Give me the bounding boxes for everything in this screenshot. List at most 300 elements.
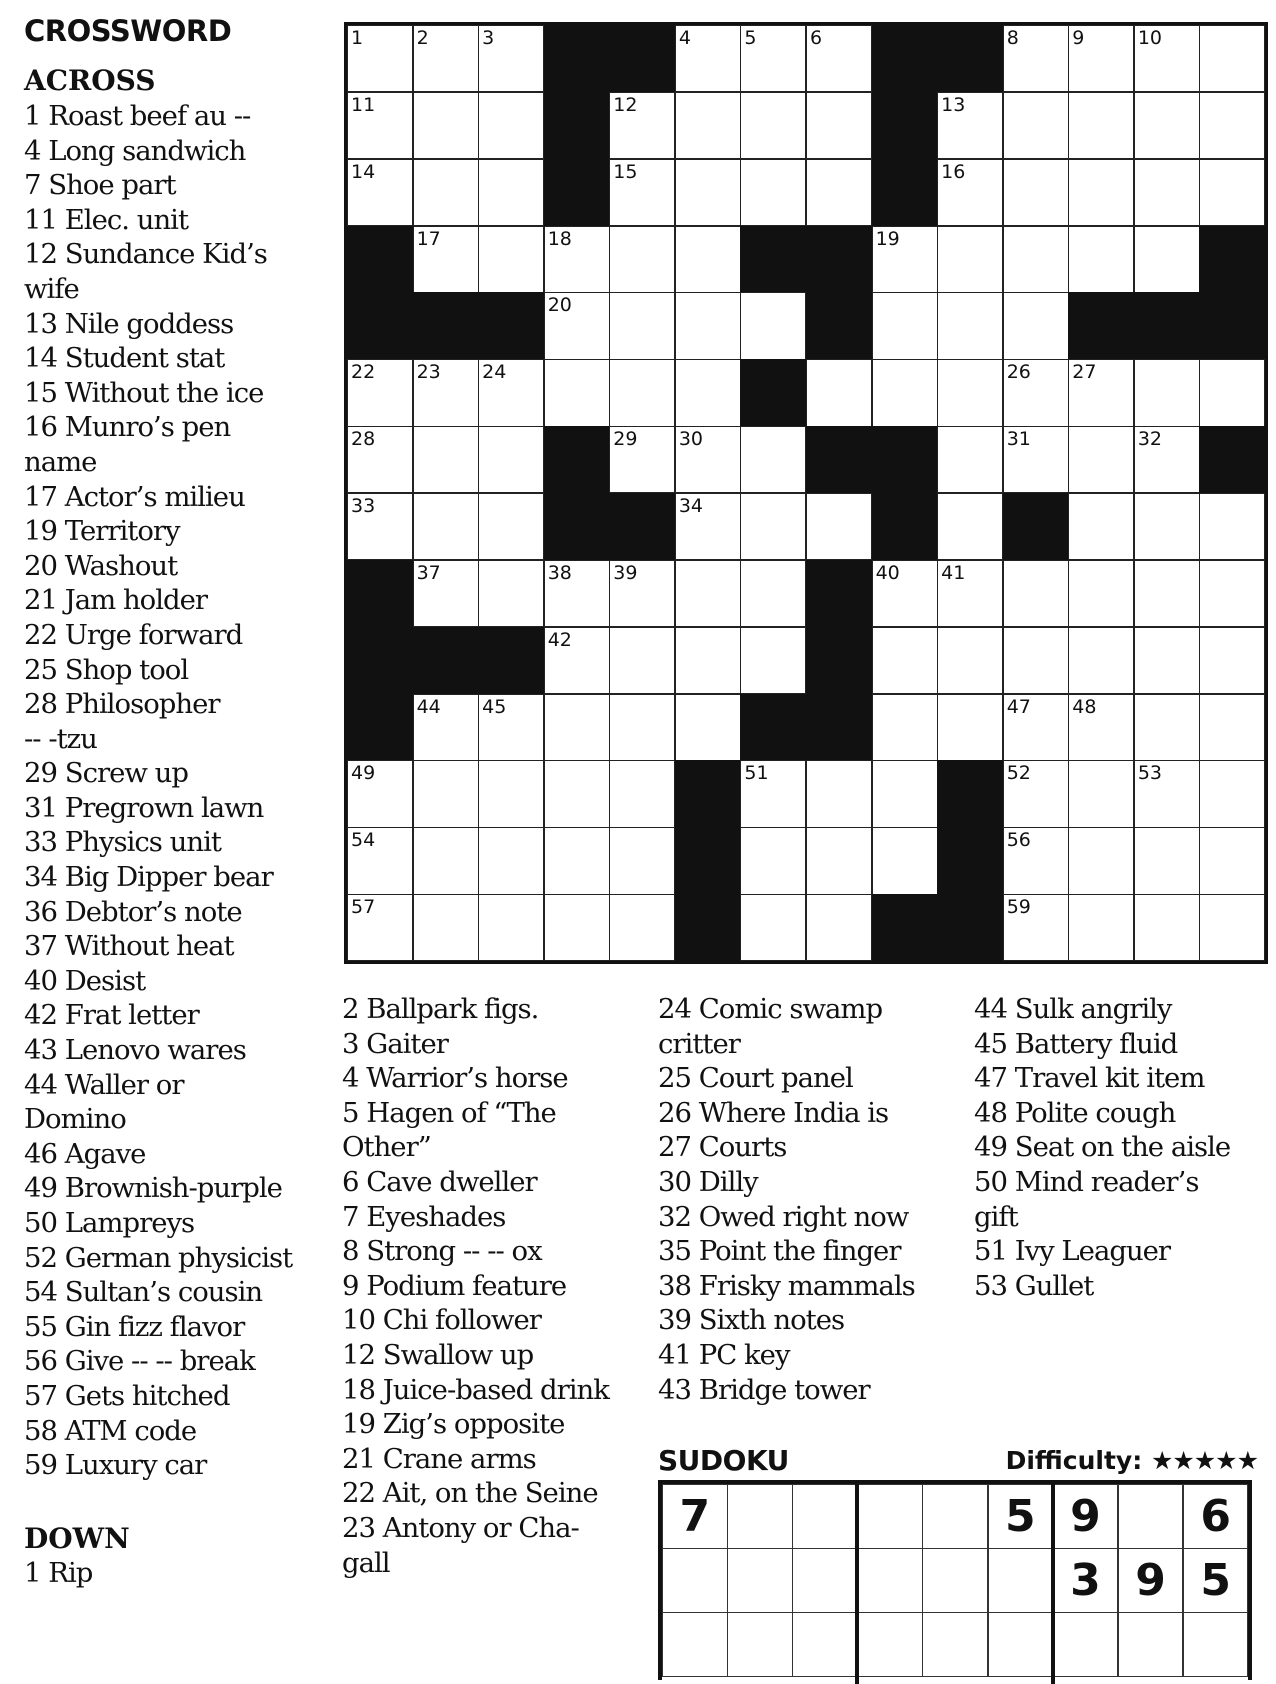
crossword-cell[interactable] — [675, 25, 741, 92]
crossword-cell[interactable] — [609, 627, 675, 694]
black-square — [740, 694, 806, 761]
crossword-cell[interactable] — [740, 627, 806, 694]
crossword-cell[interactable] — [740, 894, 806, 961]
crossword-cell[interactable] — [1134, 426, 1200, 493]
crossword-cell[interactable] — [1199, 359, 1265, 426]
crossword-cell[interactable] — [872, 760, 938, 827]
crossword-cell[interactable] — [937, 92, 1003, 159]
black-square — [1199, 226, 1265, 293]
black-square — [347, 694, 413, 761]
crossword-cell[interactable] — [478, 694, 544, 761]
clue-line: 4 Warrior’s horse — [342, 1062, 568, 1095]
crossword-cell[interactable] — [1134, 92, 1200, 159]
black-square — [1134, 292, 1200, 359]
crossword-cell[interactable] — [1003, 92, 1069, 159]
crossword-cell[interactable] — [413, 694, 479, 761]
crossword-cell[interactable] — [1134, 894, 1200, 961]
crossword-cell[interactable] — [872, 560, 938, 627]
clue-line: 36 Debtor’s note — [24, 895, 242, 928]
clue-line: Other” — [342, 1131, 431, 1164]
clue-line: 40 Desist — [24, 964, 146, 997]
crossword-cell[interactable] — [1068, 894, 1134, 961]
black-square — [347, 627, 413, 694]
clue-line: 43 Bridge tower — [658, 1373, 870, 1406]
crossword-cell[interactable] — [347, 493, 413, 560]
clue-line: 8 Strong -- -- ox — [342, 1235, 542, 1268]
black-square — [740, 359, 806, 426]
black-square — [609, 493, 675, 560]
crossword-cell[interactable] — [478, 92, 544, 159]
crossword-cell[interactable] — [740, 827, 806, 894]
black-square — [937, 827, 1003, 894]
clue-number: 23 — [416, 361, 441, 384]
crossword-cell[interactable] — [1003, 894, 1069, 961]
crossword-cell[interactable] — [1199, 493, 1265, 560]
crossword-cell[interactable] — [1199, 25, 1265, 92]
crossword-cell[interactable] — [478, 25, 544, 92]
crossword-cell[interactable] — [413, 760, 479, 827]
black-square — [544, 25, 610, 92]
crossword-cell[interactable] — [1199, 92, 1265, 159]
crossword-cell[interactable] — [1134, 827, 1200, 894]
difficulty-stars-icon: ★★★★★ — [1150, 1446, 1258, 1475]
crossword-cell[interactable] — [675, 359, 741, 426]
crossword-cell[interactable] — [413, 226, 479, 293]
crossword-cell[interactable] — [478, 226, 544, 293]
crossword-cell[interactable] — [413, 493, 479, 560]
crossword-cell[interactable] — [872, 627, 938, 694]
crossword-cell[interactable] — [806, 760, 872, 827]
crossword-cell[interactable] — [872, 694, 938, 761]
crossword-cell[interactable] — [675, 627, 741, 694]
black-square — [609, 25, 675, 92]
clue-line: 19 Territory — [24, 515, 180, 548]
crossword-cell[interactable] — [609, 827, 675, 894]
clue-line: 21 Jam holder — [24, 584, 208, 617]
crossword-cell[interactable] — [609, 92, 675, 159]
clue-line: Domino — [24, 1103, 126, 1136]
clue-number: 19 — [875, 227, 900, 250]
clue-number: 17 — [416, 227, 441, 250]
crossword-cell[interactable] — [609, 159, 675, 226]
clue-line: -- -tzu — [24, 722, 97, 755]
crossword-cell[interactable] — [675, 92, 741, 159]
clue-line: 18 Juice-based drink — [342, 1373, 609, 1406]
across-heading: ACROSS — [24, 64, 156, 97]
crossword-cell[interactable] — [937, 292, 1003, 359]
crossword-cell[interactable] — [1003, 159, 1069, 226]
crossword-cell[interactable] — [478, 493, 544, 560]
black-square — [675, 760, 741, 827]
clue-line: 43 Lenovo wares — [24, 1034, 246, 1067]
crossword-cell[interactable] — [1003, 760, 1069, 827]
clue-number: 1 — [351, 27, 364, 49]
sudoku-cell[interactable] — [988, 1548, 1054, 1613]
clue-number: 32 — [1137, 428, 1163, 451]
crossword-cell[interactable] — [806, 159, 872, 226]
down-heading: DOWN — [24, 1522, 130, 1555]
clue-line: 57 Gets hitched — [24, 1379, 230, 1412]
crossword-cell[interactable] — [1003, 292, 1069, 359]
crossword-cell[interactable] — [413, 560, 479, 627]
crossword-cell[interactable] — [1068, 226, 1134, 293]
sudoku-cell[interactable] — [662, 1548, 728, 1613]
sudoku-cell[interactable] — [1053, 1612, 1119, 1677]
crossword-cell[interactable] — [937, 426, 1003, 493]
clue-number: 28 — [351, 428, 376, 451]
crossword-cell[interactable] — [544, 359, 610, 426]
crossword-cell[interactable] — [1134, 359, 1200, 426]
crossword-cell[interactable] — [609, 292, 675, 359]
sudoku-cell[interactable] — [922, 1484, 988, 1549]
clue-number: 33 — [351, 495, 376, 517]
clue-number: 44 — [416, 695, 441, 718]
crossword-cell[interactable] — [872, 226, 938, 293]
sudoku-cell[interactable] — [922, 1548, 988, 1613]
crossword-cell[interactable] — [1134, 694, 1200, 761]
black-square — [413, 292, 479, 359]
crossword-cell[interactable] — [1003, 827, 1069, 894]
black-square — [806, 560, 872, 627]
black-square — [937, 894, 1003, 961]
clue-line: 12 Swallow up — [342, 1338, 534, 1371]
black-square — [806, 627, 872, 694]
crossword-cell[interactable] — [544, 226, 610, 293]
crossword-cell[interactable] — [1003, 426, 1069, 493]
crossword-cell[interactable] — [937, 560, 1003, 627]
clue-line: 30 Dilly — [658, 1165, 758, 1198]
clue-number: 26 — [1006, 361, 1031, 384]
sudoku-cell[interactable] — [1118, 1612, 1184, 1677]
crossword-cell[interactable] — [740, 292, 806, 359]
down-clue-list-2 — [342, 992, 609, 1580]
crossword-cell[interactable] — [413, 25, 479, 92]
sudoku-cell[interactable] — [792, 1484, 858, 1549]
crossword-cell[interactable] — [609, 760, 675, 827]
crossword-cell[interactable] — [740, 159, 806, 226]
black-square — [347, 560, 413, 627]
crossword-title: CROSSWORD — [24, 14, 232, 48]
sudoku-title: SUDOKU — [658, 1444, 789, 1477]
crossword-cell[interactable] — [1199, 760, 1265, 827]
sudoku-cell[interactable] — [857, 1548, 923, 1613]
sudoku-cell[interactable]: 5 — [1183, 1548, 1249, 1613]
clue-line: 1 Roast beef au -- — [24, 100, 251, 132]
crossword-cell[interactable] — [413, 359, 479, 426]
crossword-cell[interactable] — [413, 827, 479, 894]
crossword-cell[interactable] — [1134, 25, 1200, 92]
black-square — [478, 292, 544, 359]
crossword-cell[interactable] — [806, 25, 872, 92]
black-square — [872, 426, 938, 493]
sudoku-cell[interactable]: 5 — [988, 1484, 1054, 1549]
crossword-cell[interactable] — [937, 159, 1003, 226]
clue-line: 29 Screw up — [24, 757, 188, 790]
crossword-cell[interactable] — [1068, 827, 1134, 894]
clue-line: 15 Without the ice — [24, 376, 264, 409]
black-square — [675, 827, 741, 894]
clue-number: 27 — [1072, 361, 1097, 384]
crossword-cell[interactable] — [609, 226, 675, 293]
crossword-cell[interactable] — [872, 292, 938, 359]
crossword-cell[interactable] — [740, 25, 806, 92]
across-clue-list — [24, 99, 324, 1483]
crossword-cell[interactable] — [544, 627, 610, 694]
clue-line: 9 Podium feature — [342, 1269, 567, 1302]
clue-line: 22 Ait, on the Seine — [342, 1477, 598, 1510]
down-clue-list-4 — [974, 992, 1230, 1303]
black-square — [413, 627, 479, 694]
crossword-cell[interactable] — [478, 827, 544, 894]
crossword-cell[interactable] — [806, 894, 872, 961]
crossword-cell[interactable] — [872, 827, 938, 894]
crossword-cell[interactable] — [478, 894, 544, 961]
crossword-cell[interactable] — [872, 359, 938, 426]
clue-number: 16 — [941, 160, 966, 183]
crossword-cell[interactable] — [478, 426, 544, 493]
clue-line: 46 Agave — [24, 1137, 146, 1170]
crossword-cell[interactable] — [1003, 560, 1069, 627]
clue-line: name — [24, 445, 97, 478]
crossword-cell[interactable] — [347, 159, 413, 226]
crossword-cell[interactable] — [675, 226, 741, 293]
clue-line: 54 Sultan’s cousin — [24, 1276, 263, 1309]
clue-number: 22 — [351, 361, 376, 384]
crossword-cell[interactable] — [609, 560, 675, 627]
clue-number: 11 — [351, 93, 376, 116]
crossword-cell[interactable] — [675, 493, 741, 560]
sudoku-cell[interactable]: 9 — [1053, 1484, 1119, 1549]
clue-number: 31 — [1006, 428, 1031, 451]
crossword-cell[interactable] — [1199, 827, 1265, 894]
crossword-cell[interactable] — [1068, 560, 1134, 627]
crossword-cell[interactable] — [1134, 493, 1200, 560]
clue-line: 24 Comic swamp — [658, 993, 883, 1025]
clue-line: 7 Eyeshades — [342, 1200, 506, 1233]
crossword-cell[interactable] — [1134, 760, 1200, 827]
crossword-cell[interactable] — [1068, 359, 1134, 426]
clue-line: critter — [658, 1027, 740, 1060]
crossword-cell[interactable] — [544, 827, 610, 894]
clue-number: 12 — [613, 93, 638, 116]
clue-line: 44 Waller or — [24, 1068, 184, 1101]
clue-number: 49 — [351, 762, 376, 785]
clue-line: 55 Gin fizz flavor — [24, 1310, 245, 1343]
crossword-cell[interactable] — [478, 560, 544, 627]
clue-line: 7 Shoe part — [24, 169, 176, 202]
crossword-cell[interactable] — [1068, 493, 1134, 560]
black-square — [1003, 493, 1069, 560]
crossword-cell[interactable] — [675, 426, 741, 493]
crossword-cell[interactable] — [1068, 25, 1134, 92]
sudoku-cell[interactable] — [792, 1612, 858, 1677]
crossword-cell[interactable] — [740, 92, 806, 159]
crossword-cell[interactable] — [806, 827, 872, 894]
crossword-cell[interactable] — [1199, 159, 1265, 226]
crossword-cell[interactable] — [609, 359, 675, 426]
clue-line: 19 Zig’s opposite — [342, 1408, 565, 1441]
clue-number: 40 — [875, 561, 900, 584]
crossword-cell[interactable] — [1068, 159, 1134, 226]
clue-line: 49 Seat on the aisle — [974, 1131, 1231, 1164]
crossword-cell[interactable] — [478, 760, 544, 827]
crossword-cell[interactable] — [1068, 92, 1134, 159]
black-square — [872, 493, 938, 560]
crossword-cell[interactable] — [609, 894, 675, 961]
crossword-cell[interactable] — [478, 159, 544, 226]
crossword-cell[interactable] — [544, 760, 610, 827]
clue-line: 12 Sundance Kid’s — [24, 238, 267, 271]
crossword-cell[interactable] — [478, 359, 544, 426]
crossword-cell[interactable] — [347, 760, 413, 827]
black-square — [478, 627, 544, 694]
sudoku-cell[interactable] — [662, 1612, 728, 1677]
crossword-cell[interactable] — [1068, 694, 1134, 761]
crossword-cell[interactable] — [1134, 226, 1200, 293]
down-clue-list-3 — [658, 992, 915, 1407]
clue-line: 41 PC key — [658, 1338, 790, 1371]
clue-line: 25 Court panel — [658, 1062, 853, 1095]
crossword-cell[interactable] — [347, 894, 413, 961]
crossword-cell[interactable] — [740, 493, 806, 560]
clue-line: 32 Owed right now — [658, 1200, 909, 1233]
clue-number: 8 — [1006, 27, 1019, 49]
crossword-cell[interactable] — [937, 627, 1003, 694]
crossword-cell[interactable] — [937, 694, 1003, 761]
clue-line: 52 German physicist — [24, 1241, 293, 1274]
clue-number: 15 — [613, 160, 638, 183]
crossword-cell[interactable] — [609, 426, 675, 493]
clue-line: 59 Luxury car — [24, 1449, 207, 1482]
clue-line: 49 Brownish-purple — [24, 1172, 282, 1205]
crossword-cell[interactable] — [609, 694, 675, 761]
crossword-cell[interactable] — [347, 25, 413, 92]
black-square — [347, 292, 413, 359]
crossword-cell[interactable] — [806, 359, 872, 426]
clue-line: 3 Gaiter — [342, 1027, 448, 1060]
clue-line: 11 Elec. unit — [24, 203, 189, 236]
crossword-cell[interactable] — [1134, 627, 1200, 694]
crossword-cell[interactable] — [806, 493, 872, 560]
crossword-cell[interactable] — [413, 159, 479, 226]
crossword-cell[interactable] — [1068, 426, 1134, 493]
crossword-cell[interactable] — [675, 560, 741, 627]
crossword-cell[interactable] — [740, 426, 806, 493]
crossword-cell[interactable] — [413, 894, 479, 961]
black-square — [872, 894, 938, 961]
clue-line: 6 Cave dweller — [342, 1165, 537, 1198]
crossword-cell[interactable] — [413, 92, 479, 159]
black-square — [544, 92, 610, 159]
clue-number: 13 — [941, 93, 966, 116]
crossword-cell[interactable] — [544, 292, 610, 359]
sudoku-cell[interactable] — [727, 1548, 793, 1613]
crossword-cell[interactable] — [937, 359, 1003, 426]
clue-number: 53 — [1137, 762, 1163, 785]
sudoku-cell[interactable] — [727, 1612, 793, 1677]
crossword-grid — [344, 22, 1268, 964]
black-square — [544, 493, 610, 560]
crossword-cell[interactable] — [1134, 560, 1200, 627]
crossword-cell[interactable] — [675, 694, 741, 761]
sudoku-cell[interactable] — [988, 1612, 1054, 1677]
crossword-cell[interactable] — [1199, 694, 1265, 761]
crossword-cell[interactable] — [347, 827, 413, 894]
sudoku-cell[interactable] — [922, 1612, 988, 1677]
sudoku-cell[interactable] — [1118, 1484, 1184, 1549]
black-square — [544, 159, 610, 226]
crossword-cell[interactable] — [1003, 25, 1069, 92]
clue-line: 50 Mind reader’s — [974, 1165, 1199, 1198]
crossword-cell[interactable] — [675, 292, 741, 359]
crossword-cell[interactable] — [740, 760, 806, 827]
crossword-cell[interactable] — [937, 226, 1003, 293]
clue-line: 37 Without heat — [24, 930, 234, 963]
sudoku-cell[interactable]: 7 — [662, 1484, 728, 1549]
crossword-cell[interactable] — [413, 426, 479, 493]
crossword-cell[interactable] — [544, 560, 610, 627]
sudoku-cell[interactable]: 9 — [1118, 1548, 1184, 1613]
clue-number: 45 — [482, 695, 507, 718]
clue-number: 30 — [678, 428, 704, 451]
clue-line: 16 Munro’s pen — [24, 411, 231, 444]
crossword-cell[interactable] — [347, 92, 413, 159]
clue-number: 5 — [744, 27, 757, 49]
clue-number: 52 — [1006, 762, 1031, 785]
clue-number: 39 — [613, 561, 638, 584]
crossword-cell[interactable] — [1003, 694, 1069, 761]
black-square — [347, 226, 413, 293]
sudoku-block-divider — [1051, 1484, 1055, 1684]
sudoku-cell[interactable]: 3 — [1053, 1548, 1119, 1613]
crossword-cell[interactable] — [740, 560, 806, 627]
crossword-cell[interactable] — [1134, 159, 1200, 226]
crossword-cell[interactable] — [1003, 627, 1069, 694]
sudoku-cell[interactable] — [1183, 1612, 1249, 1677]
crossword-cell[interactable] — [1003, 226, 1069, 293]
clue-line: 21 Crane arms — [342, 1442, 536, 1475]
clue-line: 5 Hagen of “The — [342, 1096, 556, 1129]
crossword-cell[interactable] — [544, 894, 610, 961]
sudoku-cell[interactable]: 6 — [1183, 1484, 1249, 1549]
crossword-cell[interactable] — [1068, 760, 1134, 827]
clue-line: 42 Frat letter — [24, 999, 199, 1032]
black-square — [872, 159, 938, 226]
down-clue-list-1 — [24, 1556, 92, 1591]
crossword-cell[interactable] — [937, 493, 1003, 560]
sudoku-cell[interactable] — [727, 1484, 793, 1549]
crossword-cell[interactable] — [806, 92, 872, 159]
clue-line: gall — [342, 1546, 390, 1579]
clue-line: 25 Shop tool — [24, 653, 189, 686]
clue-line: 51 Ivy Leaguer — [974, 1235, 1171, 1268]
crossword-cell[interactable] — [1003, 359, 1069, 426]
sudoku-cell[interactable] — [792, 1548, 858, 1613]
clue-number: 48 — [1072, 695, 1097, 718]
crossword-cell[interactable] — [347, 426, 413, 493]
sudoku-cell[interactable] — [857, 1612, 923, 1677]
clue-number: 37 — [416, 561, 441, 584]
crossword-cell[interactable] — [544, 694, 610, 761]
crossword-cell[interactable] — [675, 159, 741, 226]
crossword-cell[interactable] — [347, 359, 413, 426]
crossword-cell[interactable] — [1199, 560, 1265, 627]
black-square — [1199, 426, 1265, 493]
crossword-cell[interactable] — [1199, 627, 1265, 694]
sudoku-cell[interactable] — [857, 1484, 923, 1549]
crossword-cell[interactable] — [1068, 627, 1134, 694]
crossword-cell[interactable] — [1199, 894, 1265, 961]
